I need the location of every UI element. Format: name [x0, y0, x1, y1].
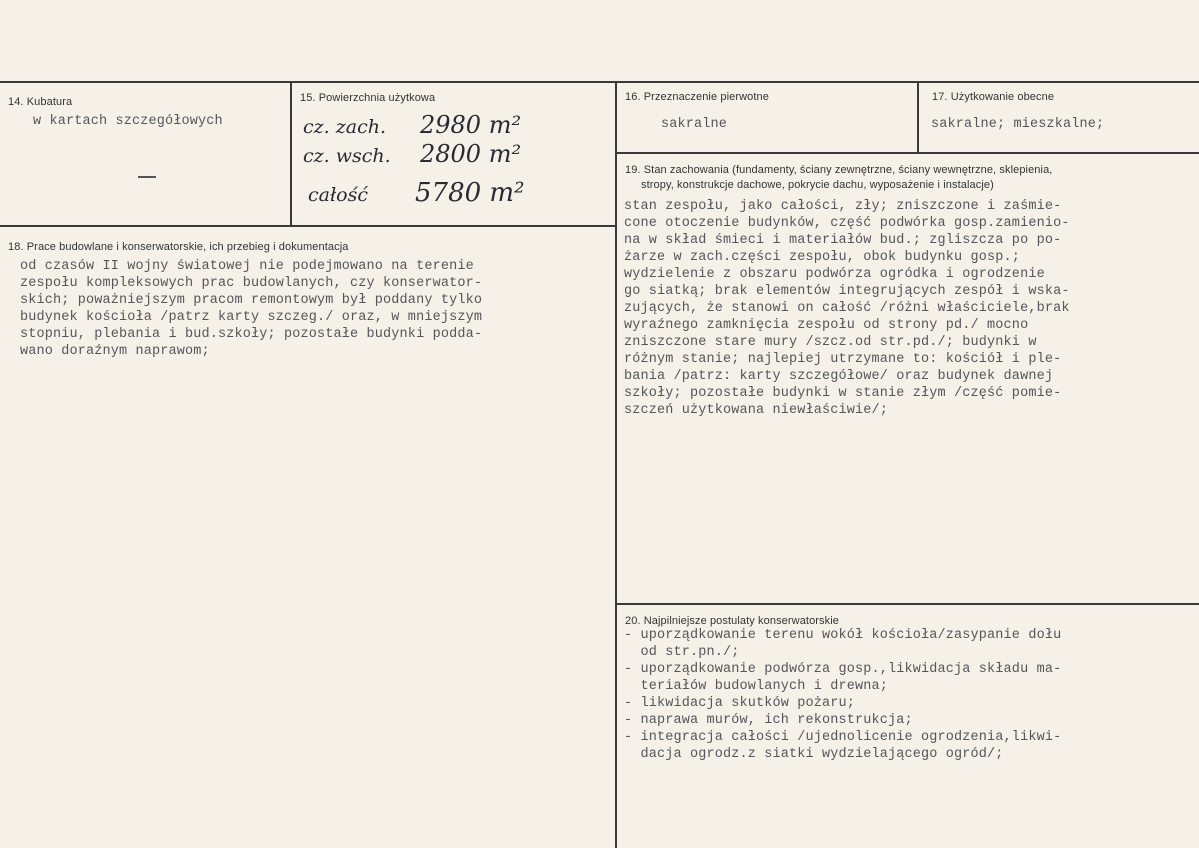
powierzchnia-part-3: całość	[308, 184, 368, 206]
powierzchnia-part-2: cz. wsch.	[303, 145, 391, 167]
postulaty-line: od str.pn./;	[624, 645, 740, 660]
stan-line: cone otoczenie budynków, część podwórka gosp.zamienio-	[624, 216, 1070, 231]
powierzchnia-value-3: 5780 m²	[415, 178, 525, 208]
postulaty-label: 20. Najpilniejsze postulaty konserwatorskie	[625, 615, 840, 627]
prace-line: skich; poważniejszym pracom remontowym był poddany tylko	[20, 293, 483, 308]
powierzchnia-value-2: 2800 m²	[420, 140, 522, 168]
kubatura-value: w kartach szczegółowych	[33, 114, 223, 129]
stan-line: wyraźnego zamknięcia zespołu od strony pd./ mocno	[624, 318, 1029, 333]
stan-line: różnym stanie; najlepiej utrzymane to: kościół i ple-	[624, 352, 1062, 367]
prace-line: wano doraźnym naprawom;	[20, 344, 210, 359]
divider-14-15	[290, 81, 292, 227]
stan-line: zniszczone stare mury /szcz.od str.pd./; budynki w	[624, 335, 1037, 350]
prace-label: 18. Prace budowlane i konserwatorskie, ich przebieg i dokumentacja	[8, 241, 349, 253]
powierzchnia-value-1: 2980 m²	[420, 111, 522, 139]
uzytkowanie-label: 17. Użytkowanie obecne	[932, 91, 1055, 103]
uzytkowanie-value: sakralne; mieszkalne;	[931, 117, 1105, 132]
postulaty-line: - likwidacja skutków pożaru;	[624, 696, 856, 711]
prace-line: zespołu kompleksowych prac budowlanych, czy konserwator-	[20, 276, 483, 291]
stan-label-line-2: stropy, konstrukcje dachowe, pokrycie dachu, wyposażenie i instalacje)	[641, 179, 994, 191]
stan-line: żarze w zach.części zespołu, obok budynku gosp.;	[624, 250, 1021, 265]
stan-line: go siatką; brak elementów integrujących zespół i wska-	[624, 284, 1070, 299]
prace-line: od czasów II wojny światowej nie podejmowano na terenie	[20, 259, 474, 274]
postulaty-line: - integracja całości /ujednolicenie ogrodzenia,likwi-	[624, 730, 1062, 745]
stan-line: szkoły; pozostałe budynki w stanie złym /część pomie-	[624, 386, 1062, 401]
stan-line: stan zespołu, jako całości, zły; zniszczone i zaśmie-	[624, 199, 1062, 214]
stan-label-line-1: 19. Stan zachowania (fundamenty, ściany zewnętrzne, ściany wewnętrzne, sklepienia,	[625, 164, 1053, 176]
prace-line: budynek kościoła /patrz karty szczeg./ oraz, w mniejszym	[20, 310, 483, 325]
divider-16-17	[917, 81, 919, 154]
przeznaczenie-label: 16. Przeznaczenie pierwotne	[625, 91, 769, 103]
kubatura-dash	[138, 176, 156, 178]
postulaty-line: teriałów budowlanych i drewna;	[624, 679, 889, 694]
postulaty-line: - naprawa murów, ich rekonstrukcja;	[624, 713, 913, 728]
rule-under-14-15	[0, 225, 617, 227]
top-rule	[0, 81, 1199, 83]
stan-line: na w skład śmieci i materiałów bud.; zgliszcza po po-	[624, 233, 1062, 248]
przeznaczenie-value: sakralne	[661, 117, 728, 132]
rule-above-20	[616, 603, 1199, 605]
stan-line: wydzielenie z obszaru podwórza ogródka i ogrodzenie	[624, 267, 1045, 282]
postulaty-line: - uporządkowanie podwórza gosp.,likwidacja składu ma-	[624, 662, 1062, 677]
powierzchnia-part-1: cz. zach.	[303, 116, 386, 138]
postulaty-line: - uporządkowanie terenu wokół kościoła/zasypanie dołu	[624, 628, 1062, 643]
stan-line: zujących, że stanowi on całość /różni właściciele,brak	[624, 301, 1070, 316]
powierzchnia-label: 15. Powierzchnia użytkowa	[300, 92, 436, 104]
stan-line: bania /patrz: karty szczegółowe/ oraz budynek dawnej	[624, 369, 1054, 384]
prace-line: stopniu, plebania i bud.szkoły; pozostałe budynki podda-	[20, 327, 483, 342]
main-vertical-divider	[615, 81, 617, 848]
postulaty-line: dacja ogrodz.z siatki wydzielającego ogród/;	[624, 747, 1004, 762]
kubatura-label: 14. Kubatura	[8, 96, 73, 108]
stan-line: szczeń użytkowana niewłaściwie/;	[624, 403, 889, 418]
rule-under-16-17	[616, 152, 1199, 154]
